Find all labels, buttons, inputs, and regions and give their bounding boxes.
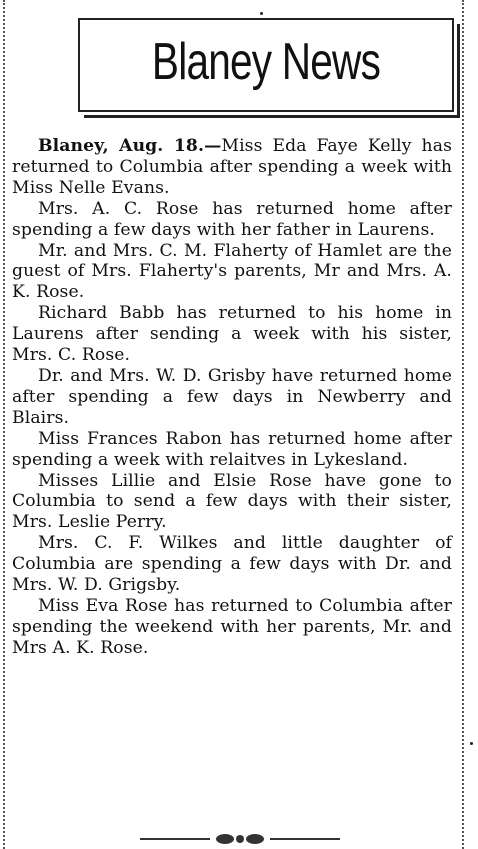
article-paragraph: [12, 136, 452, 199]
article-paragraph: Mrs. C. F. Wilkes and little daughter of Columbia are spending a few days with Dr. and Mrs. W. D. Grigsby.: [12, 533, 452, 596]
print-speck: [470, 742, 473, 745]
article-paragraph: Miss Frances Rabon has returned home after spending a week with relaitves in Lykesland.: [12, 428, 452, 470]
article-paragraph: Mrs. A. C. Rose has returned home after spending a few days with her father in Laurens.: [12, 198, 452, 240]
headline: Blaney News: [151, 33, 381, 91]
article-paragraph: Dr. and Mrs. W. D. Grisby have returned home after spending a few days in Newberry and Blairs.: [12, 365, 452, 428]
print-speck: [260, 12, 263, 15]
article-body: [12, 136, 452, 659]
end-ornament: [140, 830, 340, 844]
headline-box: [78, 18, 454, 112]
column-rule-left: [3, 0, 5, 849]
dateline: Blaney, Aug. 18.—: [38, 136, 222, 156]
paragraph-text: Miss Eda Faye Kelly has returned to Columbia after spending a week with Miss Nelle Evans.: [12, 136, 452, 198]
column-rule-right: [462, 0, 464, 849]
article-paragraph: Miss Eva Rose has returned to Columbia after spending the weekend with her parents, Mr. and Mrs A. K. Rose.: [12, 595, 452, 658]
article-paragraph: Mr. and Mrs. C. M. Flaherty of Hamlet are the guest of Mrs. Flaherty's parents, Mr and Mrs. A. K. Rose.: [12, 240, 452, 303]
article-paragraph: Misses Lillie and Elsie Rose have gone to Columbia to send a few days with their sister, Mrs. Leslie Perry.: [12, 470, 452, 533]
article-paragraph: Richard Babb has returned to his home in Laurens after sending a week with his sister, Mrs. C. Rose.: [12, 303, 452, 366]
